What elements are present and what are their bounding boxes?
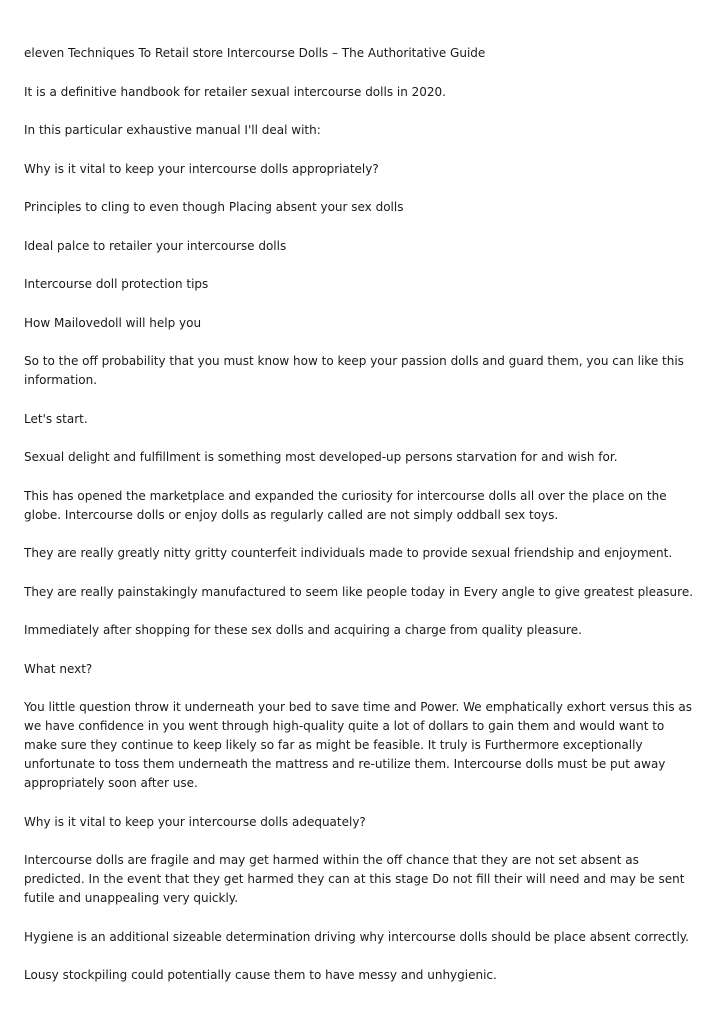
body-paragraph: Let's start. (24, 411, 88, 426)
body-paragraph: This has opened the marketplace and expanded the curiosity for intercourse dolls all over the place on the globe. Intercourse dolls or enjoy dolls as regularly called are not simply oddball sex toys. (24, 488, 667, 522)
contents-item: Ideal palce to retailer your intercourse dolls (24, 238, 287, 253)
body-paragraph: They are really painstakingly manufactured to seem like people today in Every angle to give greatest pleasure. (24, 584, 694, 599)
contents-item: Principles to cling to even though Placing absent your sex dolls (24, 200, 404, 214)
contents-item: How Mailovedoll will help you (24, 315, 202, 330)
body-paragraph: So to the off probability that you must know how to keep your passion dolls and guard them, you can like this information. (24, 354, 684, 387)
contents-intro: In this particular exhaustive manual I'll deal with: (24, 123, 321, 137)
document-body (24, 44, 700, 1005)
intro-paragraph: It is a definitive handbook for retailer sexual intercourse dolls in 2020. (24, 84, 446, 99)
body-paragraph: Intercourse dolls are fragile and may get harmed within the off chance that they are not set absent as predicted. In the event that they get harmed they can at this stage Do not fill their will need and may be sent futile and unappealing very quickly. (24, 853, 685, 905)
section-heading: Why is it vital to keep your intercourse dolls adequately? (24, 814, 366, 829)
body-paragraph: Lousy stockpiling could potentially cause them to have messy and unhygienic. (24, 968, 497, 982)
body-paragraph: You little question throw it underneath your bed to save time and Power. We emphatically exhort versus this as we have confidence in you went through high-quality quite a lot of dollars to gain them and would want to make sure they continue to keep likely so far as might be feasible. It truly is Furthermore exceptionally unfortunate to toss them underneath the mattress and re-utilize them. Intercourse dolls must be put away appropriately soon after use. (24, 700, 693, 790)
body-paragraph: Sexual delight and fulfillment is something most developed-up persons starvation for and wish for. (24, 450, 618, 464)
document-title: eleven Techniques To Retail store Intercourse Dolls – The Authoritative Guide (24, 46, 486, 60)
contents-item: Intercourse doll protection tips (24, 277, 209, 291)
contents-item: Why is it vital to keep your intercourse dolls appropriately? (24, 161, 379, 176)
body-paragraph: What next? (24, 661, 93, 676)
body-paragraph: They are really greatly nitty gritty counterfeit individuals made to provide sexual friendship and enjoyment. (24, 546, 673, 560)
body-paragraph: Immediately after shopping for these sex dolls and acquiring a charge from quality pleasure. (24, 623, 582, 637)
body-paragraph: Hygiene is an additional sizeable determination driving why intercourse dolls should be place absent correctly. (24, 929, 689, 944)
